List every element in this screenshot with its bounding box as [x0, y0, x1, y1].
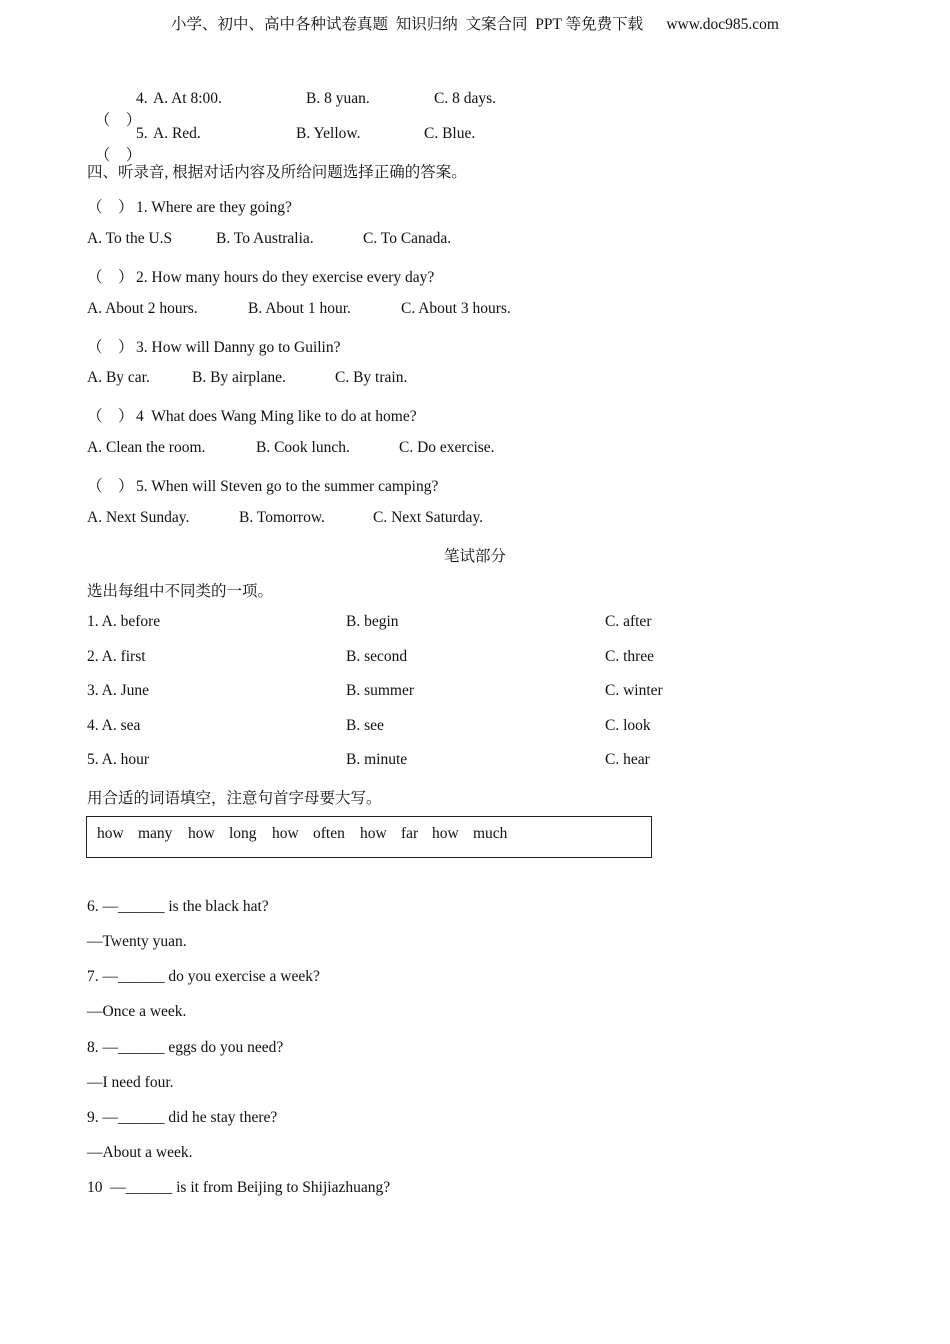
option-b: B. 8 yuan. [306, 90, 370, 107]
s4-question-2: （ ） 2. How many hours do they exercise every day? [87, 269, 435, 286]
option-a: 4. [136, 90, 148, 107]
site-header: 小学、初中、高中各种试卷真题 知识归纳 文案合同 PPT 等免费下载 www.doc985.com [171, 16, 779, 33]
word-bank-word: how [97, 825, 124, 842]
option-a: A. By car. [87, 369, 150, 386]
option-a: A. Red. [153, 125, 201, 142]
odd-row-4-a: 4. A. sea [87, 717, 141, 734]
odd-row-4-b: B. see [346, 717, 384, 734]
word-bank-word: often [313, 825, 345, 842]
odd-row-3-a: 3. A. June [87, 682, 149, 699]
fill-question-10: 10 —______ is it from Beijing to Shijiazhuang? [87, 1179, 391, 1196]
word-bank-word: many [138, 825, 173, 842]
word-bank-word: far [401, 825, 419, 842]
fill-question-9: 9. —______ did he stay there? [87, 1109, 278, 1126]
odd-row-1-b: B. begin [346, 613, 399, 630]
fill-question-8: 8. —______ eggs do you need? [87, 1039, 284, 1056]
odd-row-2-a: 2. A. first [87, 648, 146, 665]
odd-row-5-a: 5. A. hour [87, 751, 149, 768]
option-b: B. To Australia. [216, 230, 314, 247]
option-c: C. Do exercise. [399, 439, 495, 456]
odd-row-3-b: B. summer [346, 682, 415, 699]
odd-row-3-c: C. winter [605, 682, 663, 699]
option-c: C. By train. [335, 369, 408, 386]
odd-row-2-c: C. three [605, 648, 655, 665]
word-bank-word: much [473, 825, 508, 842]
option-a: A. At 8:00. [153, 90, 222, 107]
fill-in-instruction: 用合适的词语填空，注意句首字母要大写。 [87, 790, 382, 807]
answer-paren: （ ） [94, 112, 142, 129]
option-b: B. By airplane. [192, 369, 286, 386]
option-c: C. 8 days. [434, 90, 496, 107]
odd-one-out-instruction: 选出每组中不同类的一项。 [87, 583, 274, 600]
fill-answer-7: —Once a week. [87, 1003, 187, 1020]
item-number: 5. [136, 125, 148, 142]
word-bank-word: how [360, 825, 387, 842]
fill-question-7: 7. —______ do you exercise a week? [87, 968, 320, 985]
odd-row-1-c: C. after [605, 613, 652, 630]
section4-title: 四、听录音, 根据对话内容及所给问题选择正确的答案。 [87, 164, 467, 181]
option-c: C. About 3 hours. [401, 300, 511, 317]
word-bank-word: how [432, 825, 459, 842]
option-c: C. To Canada. [363, 230, 452, 247]
written-part-title: 笔试部分 [443, 548, 506, 565]
s4-question-1: （ ） 1. Where are they going? [87, 199, 292, 216]
word-bank-box [86, 816, 652, 858]
fill-answer-8: —I need four. [87, 1074, 174, 1091]
s4-question-4: （ ） 4 What does Wang Ming like to do at home? [87, 408, 417, 425]
word-bank-word: how [188, 825, 215, 842]
fill-answer-9: —About a week. [87, 1144, 193, 1161]
s4-question-5: （ ） 5. When will Steven go to the summer camping? [87, 478, 439, 495]
odd-row-2-b: B. second [346, 648, 408, 665]
odd-row-5-c: C. hear [605, 751, 650, 768]
option-a: A. Next Sunday. [87, 509, 190, 526]
option-a: A. To the U.S [87, 230, 173, 247]
odd-row-4-c: C. look [605, 717, 651, 734]
option-b: B. Cook lunch. [256, 439, 350, 456]
odd-row-1-a: 1. A. before [87, 613, 161, 630]
option-c: C. Next Saturday. [373, 509, 484, 526]
word-bank-word: long [229, 825, 257, 842]
answer-paren: （ ） [94, 147, 142, 164]
s4-question-3: （ ） 3. How will Danny go to Guilin? [87, 339, 341, 356]
option-c: C. Blue. [424, 125, 476, 142]
fill-answer-6: —Twenty yuan. [87, 933, 187, 950]
option-a: A. Clean the room. [87, 439, 206, 456]
option-b: B. Yellow. [296, 125, 361, 142]
option-b: B. About 1 hour. [248, 300, 351, 317]
word-bank-word: how [272, 825, 299, 842]
option-b: B. Tomorrow. [239, 509, 325, 526]
odd-row-5-b: B. minute [346, 751, 408, 768]
fill-question-6: 6. —______ is the black hat? [87, 898, 269, 915]
option-a: A. About 2 hours. [87, 300, 198, 317]
